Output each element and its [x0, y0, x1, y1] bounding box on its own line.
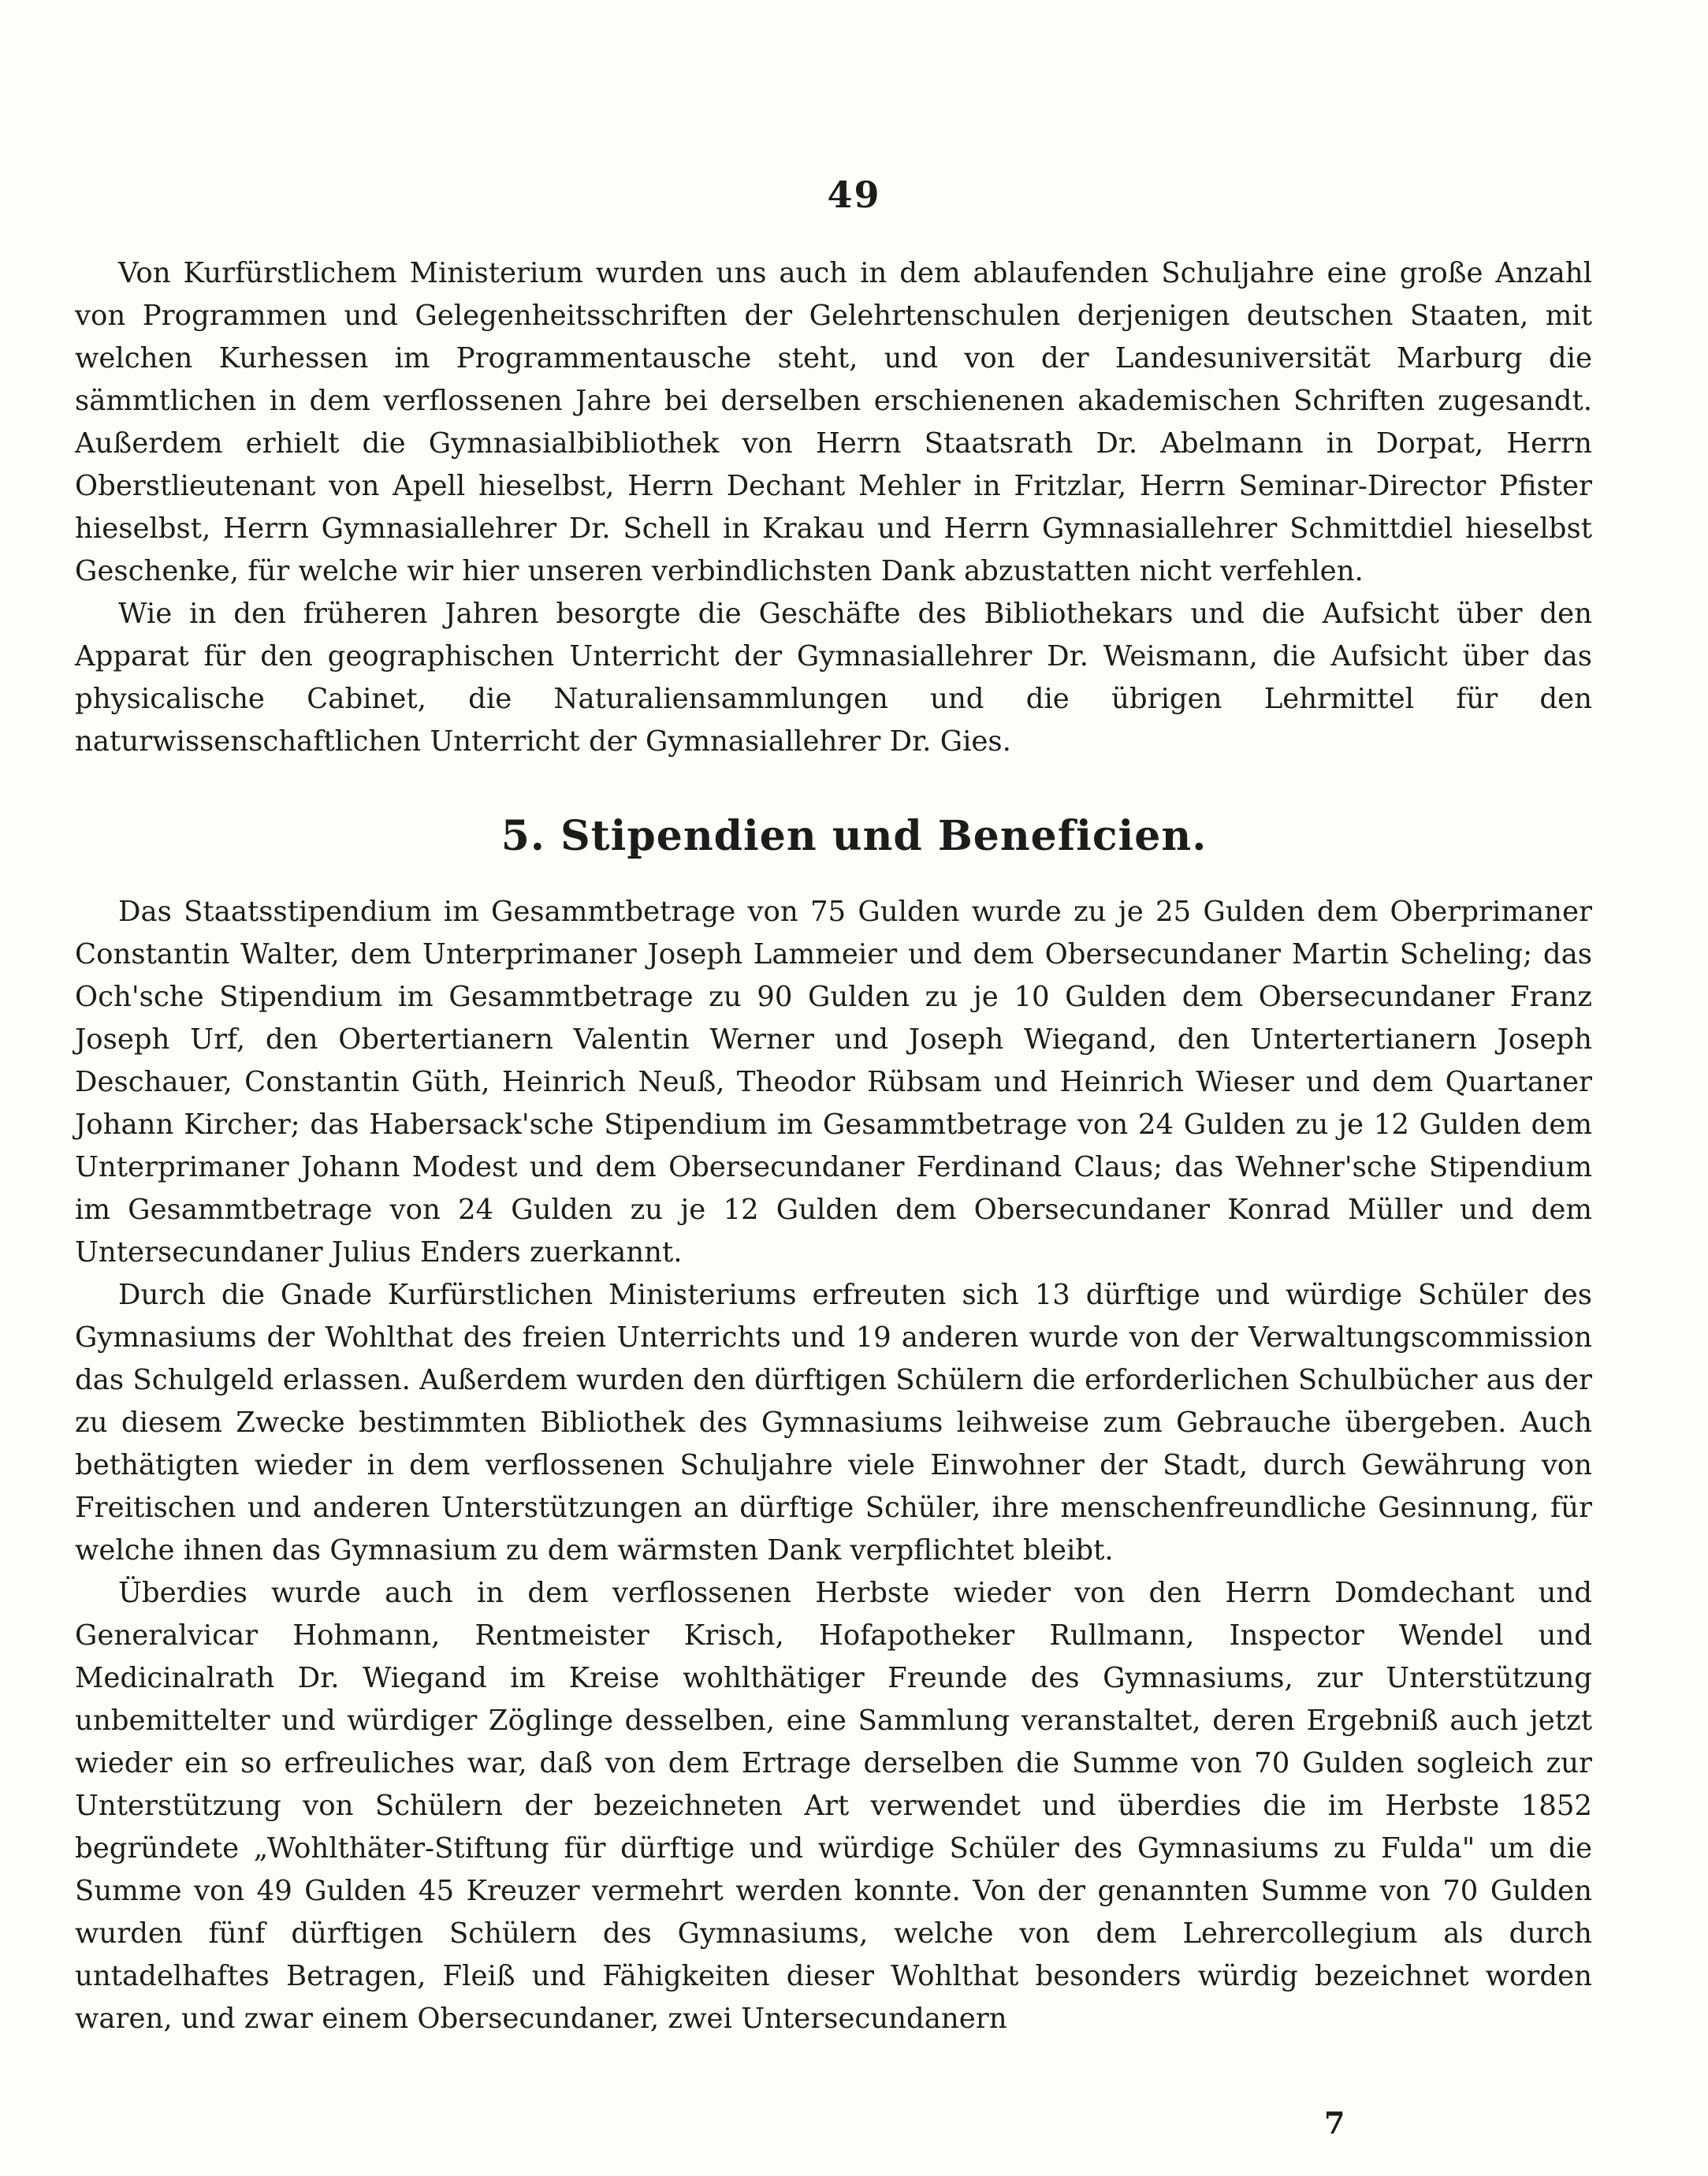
- section-body-stipends: [75, 891, 1592, 2040]
- section-heading: 5. Stipendien und Beneficien.: [500, 812, 1208, 860]
- section-body-library: [75, 252, 1592, 763]
- paragraph: Durch die Gnade Kurfürstlichen Ministeriums erfreuten sich 13 dürftige und würdige Schüler des Gymnasiums der Wohlthat des freien Unterrichts und 19 anderen wurde von der Verwaltungscommission das Schulgeld erlassen. Außerdem wurden den dürftigen Schülern die erforderlichen Schulbücher aus der zu diesem Zwecke bestimmten Bibliothek des Gymnasiums leihweise zum Gebrauche übergeben. Auch bethätigten wieder in dem verflossenen Schuljahre viele Einwohner der Stadt, durch Gewährung von Freitischen und anderen Unterstützungen an dürftige Schüler, ihre menschenfreundliche Gesinnung, für welche ihnen das Gymnasium zu dem wärmsten Dank verpflichtet bleibt.: [75, 1279, 1592, 1567]
- paragraph: Überdies wurde auch in dem verflossenen Herbste wieder von den Herrn Domdechant und Generalvicar Hohmann, Rentmeister Krisch, Hofapotheker Rullmann, Inspector Wendel und Medicinalrath Dr. Wiegand im Kreise wohlthätiger Freunde des Gymnasiums, zur Unterstützung unbemittelter und würdiger Zöglinge desselben, eine Sammlung veranstaltet, deren Ergebniß auch jetzt wieder ein so erfreuliches war, daß von dem Ertrage derselben die Summe von 70 Gulden sogleich zur Unterstützung von Schülern der bezeichneten Art verwendet und überdies die im Herbste 1852 begründete „Wohlthäter-Stiftung für dürftige und würdige Schüler des Gymnasiums zu Fulda" um die Summe von 49 Gulden 45 Kreuzer vermehrt werden konnte. Von der genannten Summe von 70 Gulden wurden fünf dürftigen Schülern des Gymnasiums, welche von dem Lehrercollegium als durch untadelhaftes Betragen, Fleiß und Fähigkeiten dieser Wohlthat besonders würdig bezeichnet worden waren, und zwar einem Obersecundaner, zwei Untersecundanern: [75, 1577, 1592, 2035]
- signature-mark: 7: [1324, 2105, 1345, 2141]
- page-number: 49: [827, 173, 881, 216]
- paragraph: Das Staatsstipendium im Gesammtbetrage von 75 Gulden wurde zu je 25 Gulden dem Oberprimaner Constantin Walter, dem Unterprimaner Joseph Lammeier und dem Obersecundaner Martin Scheling; das Och'sche Stipendium im Gesammtbetrage zu 90 Gulden zu je 10 Gulden dem Obersecundaner Franz Joseph Urf, den Obertertianern Valentin Werner und Joseph Wiegand, den Untertertianern Joseph Deschauer, Constantin Güth, Heinrich Neuß, Theodor Rübsam und Heinrich Wieser und dem Quartaner Johann Kircher; das Habersack'sche Stipendium im Gesammtbetrage von 24 Gulden zu je 12 Gulden dem Unterprimaner Johann Modest und dem Obersecundaner Ferdinand Claus; das Wehner'sche Stipendium im Gesammtbetrage von 24 Gulden zu je 12 Gulden dem Obersecundaner Konrad Müller und dem Untersecundaner Julius Enders zuerkannt.: [75, 896, 1592, 1269]
- paragraph: Wie in den früheren Jahren besorgte die Geschäfte des Bibliothekars und die Aufsicht über den Apparat für den geographischen Unterricht der Gymnasiallehrer Dr. Weismann, die Aufsicht über das physicalische Cabinet, die Naturaliensammlungen und die übrigen Lehrmittel für den naturwissenschaftlichen Unterricht der Gymnasiallehrer Dr. Gies.: [75, 598, 1592, 758]
- paragraph: Von Kurfürstlichem Ministerium wurden uns auch in dem ablaufenden Schuljahre eine große Anzahl von Programmen und Gelegenheitsschriften der Gelehrtenschulen derjenigen deutschen Staaten, mit welchen Kurhessen im Programmentausche steht, und von der Landesuniversität Marburg die sämmtlichen in dem verflossenen Jahre bei derselben erschienenen akademischen Schriften zugesandt. Außerdem erhielt die Gymnasialbibliothek von Herrn Staatsrath Dr. Abelmann in Dorpat, Herrn Oberstlieutenant von Apell hieselbst, Herrn Dechant Mehler in Fritzlar, Herrn Seminar-Director Pfister hieselbst, Herrn Gymnasiallehrer Dr. Schell in Krakau und Herrn Gymnasiallehrer Schmittdiel hieselbst Geschenke, für welche wir hier unseren verbindlichsten Dank abzustatten nicht verfehlen.: [75, 257, 1592, 587]
